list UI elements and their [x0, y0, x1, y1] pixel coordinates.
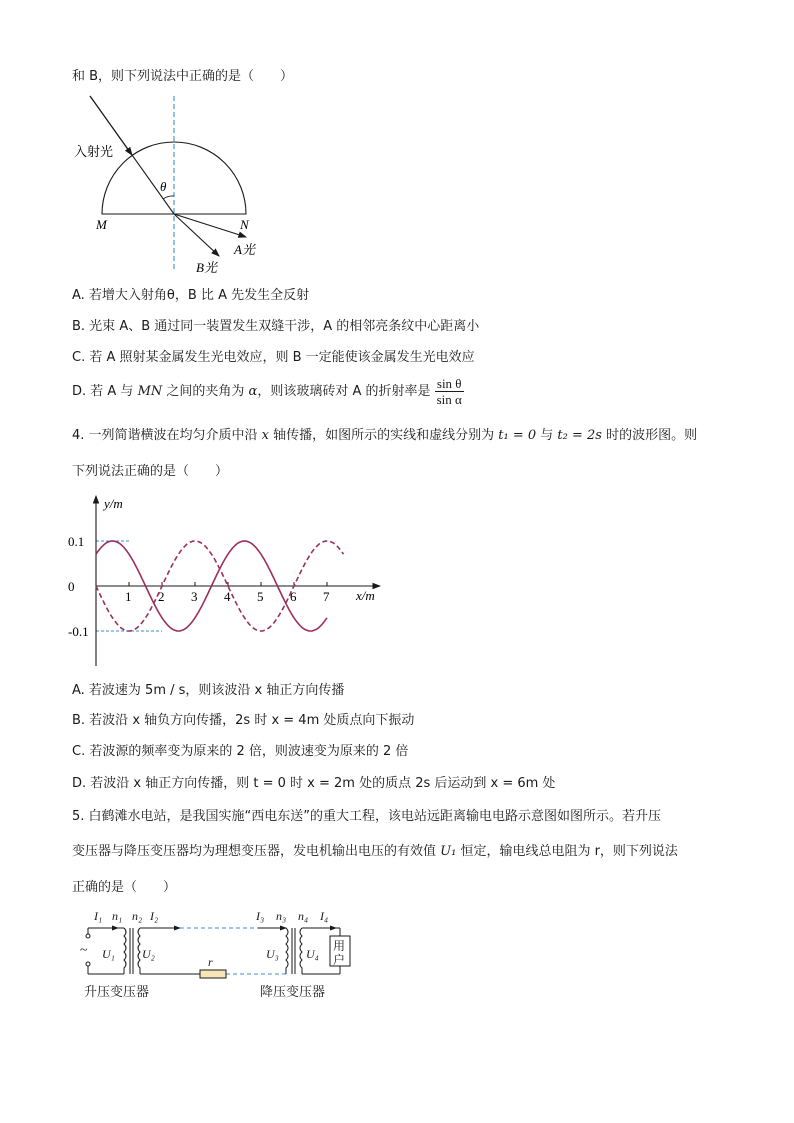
step-up-label: 升压变压器: [84, 984, 150, 999]
svg-text:n₃: n₃: [276, 909, 287, 923]
x-tick-label: 3: [191, 589, 198, 604]
svg-text:U₂: U₂: [142, 947, 155, 961]
incident-label: 入射光: [74, 144, 114, 159]
x-tick-label: 7: [323, 589, 330, 604]
svg-text:n₂: n₂: [132, 909, 143, 923]
q3-option-a[interactable]: A. 若增大入射角θ，B 比 A 先发生全反射: [72, 288, 310, 303]
y-tick-label: 0.1: [68, 534, 85, 549]
step-down-label: 降压变压器: [260, 984, 326, 999]
q3-refraction-figure: [70, 92, 270, 278]
q3-option-b[interactable]: B. 光束 A、B 通过同一装置发生双缝干涉，A 的相邻亮条纹中心距离小: [72, 319, 480, 334]
svg-text:n₁: n₁: [112, 909, 123, 923]
line-resistor: [200, 970, 226, 978]
q5-stem-line2: 变压器与降压变压器均为理想变压器，发电机输出电压的有效值 U₁ 恒定，输电线总电阻为 r，则下列说法: [72, 844, 678, 859]
q3-option-c[interactable]: C. 若 A 照射某金属发生光电效应，则 B 一定能使该金属发生光电效应: [72, 350, 475, 365]
load-label-1: 用: [333, 939, 346, 953]
ac-source-symbol: ~: [80, 943, 88, 958]
x-tick-label: 2: [158, 589, 165, 604]
q4-wave-chart: [60, 490, 390, 670]
q5-stem-line1: 5. 白鹤滩水电站，是我国实施“西电东送”的重大工程，该电站远距离输电电路示意图如图所示。若升压: [72, 809, 662, 824]
theta-label: θ: [160, 179, 167, 194]
q4-option-a[interactable]: A. 若波速为 5m / s，则该波沿 x 轴正方向传播: [72, 683, 345, 698]
y-axis-label: y/m: [104, 496, 123, 511]
q5-transmission-circuit: [74, 902, 374, 1004]
svg-text:I₂: I₂: [150, 909, 159, 923]
x-tick-label: 1: [125, 589, 132, 604]
x-tick-label: 4: [224, 589, 231, 604]
y-tick-label: -0.1: [68, 624, 89, 639]
svg-text:I₃: I₃: [256, 909, 265, 923]
svg-text:I₄: I₄: [320, 909, 329, 923]
n-label: N: [240, 217, 249, 232]
svg-text:U₃: U₃: [266, 947, 279, 961]
svg-text:r: r: [208, 955, 213, 969]
svg-text:I₁: I₁: [94, 909, 103, 923]
m-label: M: [96, 217, 107, 232]
q4-stem-line1: 4. 一列简谐横波在均匀介质中沿 x 轴传播，如图所示的实线和虚线分别为 t₁ = 0 与 t₂ = 2s 时的波形图。则: [72, 428, 698, 443]
y-tick-label: 0: [68, 579, 75, 594]
b-light-label: B光: [196, 260, 217, 275]
q4-stem-line2: 下列说法正确的是（ ）: [72, 464, 229, 479]
q5-stem-line3: 正确的是（ ）: [72, 880, 177, 895]
refraction-fraction: $\frac{\text{sin θ}}{\text{sin α}}$: [436, 376, 462, 407]
x-tick-label: 6: [290, 589, 297, 604]
q4-option-c[interactable]: C. 若波源的频率变为原来的 2 倍，则波速变为原来的 2 倍: [72, 744, 409, 759]
svg-text:U₁: U₁: [102, 947, 115, 961]
svg-text:n₄: n₄: [298, 909, 309, 923]
svg-text:U₄: U₄: [306, 947, 319, 961]
q4-option-b[interactable]: B. 若波沿 x 轴负方向传播，2s 时 x = 4m 处质点向下振动: [72, 713, 415, 728]
x-axis-label: x/m: [356, 588, 375, 603]
b-ray: [174, 214, 219, 256]
load-label-2: 户: [333, 953, 346, 967]
a-ray: [174, 214, 246, 237]
q3-stem-tail: 和 B，则下列说法中正确的是（ ）: [72, 69, 294, 84]
q3-option-d[interactable]: D. 若 A 与 MN 之间的夹角为 α，则该玻璃砖对 A 的折射率是 $\frac{\text{sin θ}}{\text{sin α}}$: [72, 376, 462, 407]
q4-option-d[interactable]: D. 若波沿 x 轴正方向传播，则 t = 0 时 x = 2m 处的质点 2s 后运动到 x = 6m 处: [72, 776, 556, 791]
x-tick-label: 5: [257, 589, 264, 604]
a-light-label: A光: [234, 242, 255, 257]
